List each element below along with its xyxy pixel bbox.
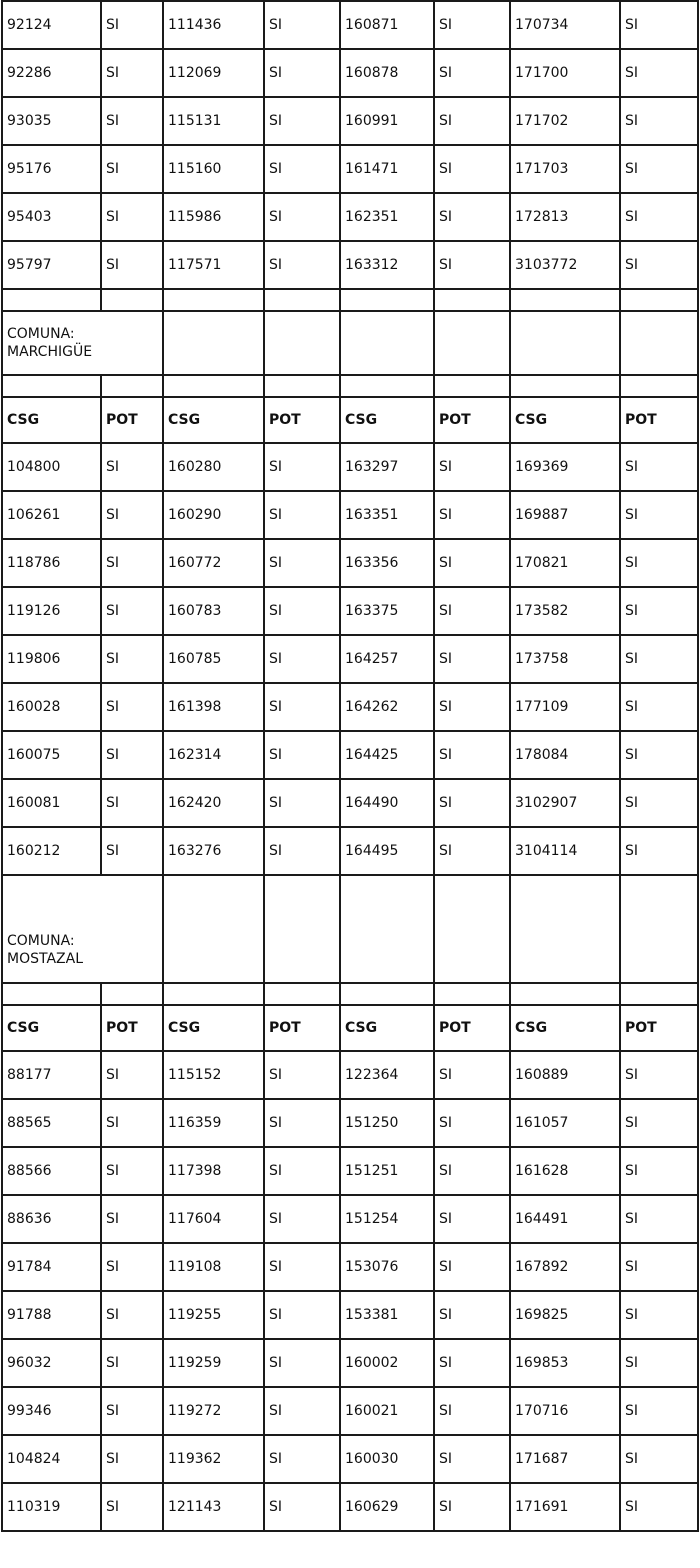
table-row [2, 827, 698, 875]
pot-cell: SI [264, 1195, 340, 1243]
pot-cell: SI [264, 97, 340, 145]
pot-cell: SI [101, 1483, 163, 1531]
commune-row [2, 875, 698, 983]
csg-cell: 160629 [340, 1483, 434, 1531]
pot-cell: SI [620, 587, 698, 635]
empty-cell [510, 875, 620, 983]
csg-cell: 171702 [510, 97, 620, 145]
empty-cell [620, 311, 698, 375]
csg-cell: 119126 [2, 587, 101, 635]
pot-header: POT [264, 1005, 340, 1051]
csg-header: CSG [510, 397, 620, 443]
pot-cell: SI [101, 587, 163, 635]
pot-cell: SI [101, 539, 163, 587]
pot-cell: SI [620, 1147, 698, 1195]
csg-cell: 151251 [340, 1147, 434, 1195]
csg-cell: 162420 [163, 779, 264, 827]
spacer-cell [510, 289, 620, 311]
spacer-cell [340, 289, 434, 311]
csg-header: CSG [510, 1005, 620, 1051]
pot-cell: SI [264, 1339, 340, 1387]
pot-cell: SI [101, 683, 163, 731]
csg-cell: 119108 [163, 1243, 264, 1291]
table-row [2, 491, 698, 539]
pot-cell: SI [101, 1195, 163, 1243]
empty-cell [264, 311, 340, 375]
csg-cell: 151254 [340, 1195, 434, 1243]
empty-cell [264, 875, 340, 983]
pot-cell: SI [620, 1291, 698, 1339]
csg-cell: 167892 [510, 1243, 620, 1291]
pot-cell: SI [264, 1, 340, 49]
csg-cell: 3104114 [510, 827, 620, 875]
csg-cell: 170821 [510, 539, 620, 587]
pot-cell: SI [434, 491, 510, 539]
pot-cell: SI [620, 145, 698, 193]
pot-cell: SI [101, 97, 163, 145]
csg-header: CSG [163, 1005, 264, 1051]
csg-cell: 163375 [340, 587, 434, 635]
pot-header: POT [620, 397, 698, 443]
pot-cell: SI [264, 635, 340, 683]
csg-cell: 117571 [163, 241, 264, 289]
pot-cell: SI [434, 1435, 510, 1483]
spacer-cell [620, 289, 698, 311]
pot-cell: SI [434, 539, 510, 587]
pot-cell: SI [264, 1387, 340, 1435]
pot-cell: SI [264, 1051, 340, 1099]
pot-cell: SI [434, 1339, 510, 1387]
commune-name: MOSTAZAL [7, 951, 83, 967]
table-row [2, 1, 698, 49]
spacer-cell [340, 375, 434, 397]
pot-cell: SI [101, 1387, 163, 1435]
csg-cell: 3102907 [510, 779, 620, 827]
table-row [2, 779, 698, 827]
csg-cell: 96032 [2, 1339, 101, 1387]
csg-cell: 171687 [510, 1435, 620, 1483]
table-row [2, 635, 698, 683]
pot-cell: SI [264, 491, 340, 539]
csg-cell: 172813 [510, 193, 620, 241]
pot-cell: SI [434, 1195, 510, 1243]
empty-cell [340, 875, 434, 983]
csg-cell: 92124 [2, 1, 101, 49]
table-row [2, 1483, 698, 1531]
spacer-row [2, 289, 698, 311]
table-row [2, 587, 698, 635]
pot-cell: SI [434, 1291, 510, 1339]
table-row [2, 49, 698, 97]
csg-cell: 160075 [2, 731, 101, 779]
pot-header: POT [101, 1005, 163, 1051]
pot-cell: SI [434, 241, 510, 289]
pot-cell: SI [620, 1, 698, 49]
csg-cell: 95176 [2, 145, 101, 193]
pot-cell: SI [101, 443, 163, 491]
csg-cell: 164257 [340, 635, 434, 683]
pot-cell: SI [620, 779, 698, 827]
header-row [2, 1005, 698, 1051]
csg-cell: 160212 [2, 827, 101, 875]
empty-cell [340, 311, 434, 375]
csg-cell: 163312 [340, 241, 434, 289]
csg-pot-table [1, 0, 699, 1532]
table-row [2, 1291, 698, 1339]
csg-cell: 99346 [2, 1387, 101, 1435]
csg-cell: 178084 [510, 731, 620, 779]
csg-cell: 121143 [163, 1483, 264, 1531]
pot-cell: SI [620, 97, 698, 145]
pot-cell: SI [264, 1291, 340, 1339]
pot-cell: SI [434, 49, 510, 97]
commune-label [2, 875, 163, 983]
spacer-cell [163, 983, 264, 1005]
csg-cell: 171691 [510, 1483, 620, 1531]
table-row [2, 1147, 698, 1195]
pot-cell: SI [620, 539, 698, 587]
pot-cell: SI [101, 193, 163, 241]
csg-cell: 153076 [340, 1243, 434, 1291]
csg-cell: 161057 [510, 1099, 620, 1147]
pot-cell: SI [434, 635, 510, 683]
csg-cell: 163351 [340, 491, 434, 539]
csg-cell: 160889 [510, 1051, 620, 1099]
csg-cell: 88177 [2, 1051, 101, 1099]
pot-cell: SI [264, 1099, 340, 1147]
pot-cell: SI [620, 1339, 698, 1387]
table-row [2, 1099, 698, 1147]
pot-cell: SI [101, 1147, 163, 1195]
pot-header: POT [434, 1005, 510, 1051]
pot-cell: SI [264, 1435, 340, 1483]
csg-header: CSG [2, 397, 101, 443]
csg-cell: 92286 [2, 49, 101, 97]
csg-cell: 160871 [340, 1, 434, 49]
csg-cell: 111436 [163, 1, 264, 49]
pot-cell: SI [620, 1483, 698, 1531]
table-row [2, 1435, 698, 1483]
csg-cell: 116359 [163, 1099, 264, 1147]
csg-header: CSG [340, 1005, 434, 1051]
pot-cell: SI [620, 635, 698, 683]
commune-name: MARCHIGÜE [7, 344, 93, 360]
pot-cell: SI [620, 731, 698, 779]
pot-cell: SI [264, 1483, 340, 1531]
empty-cell [510, 311, 620, 375]
spacer-cell [434, 375, 510, 397]
csg-cell: 104824 [2, 1435, 101, 1483]
csg-cell: 153381 [340, 1291, 434, 1339]
csg-cell: 160878 [340, 49, 434, 97]
csg-cell: 88566 [2, 1147, 101, 1195]
csg-cell: 93035 [2, 97, 101, 145]
spacer-row [2, 375, 698, 397]
csg-cell: 3103772 [510, 241, 620, 289]
pot-cell: SI [434, 193, 510, 241]
commune-row [2, 311, 698, 375]
table-row [2, 1243, 698, 1291]
pot-cell: SI [434, 1099, 510, 1147]
pot-cell: SI [434, 587, 510, 635]
pot-cell: SI [620, 241, 698, 289]
pot-cell: SI [434, 683, 510, 731]
pot-cell: SI [264, 193, 340, 241]
csg-cell: 115131 [163, 97, 264, 145]
pot-cell: SI [264, 587, 340, 635]
csg-cell: 160021 [340, 1387, 434, 1435]
pot-cell: SI [264, 49, 340, 97]
pot-cell: SI [264, 1243, 340, 1291]
pot-cell: SI [620, 683, 698, 731]
pot-cell: SI [101, 241, 163, 289]
pot-cell: SI [620, 1243, 698, 1291]
csg-cell: 163356 [340, 539, 434, 587]
csg-header: CSG [2, 1005, 101, 1051]
pot-cell: SI [264, 1147, 340, 1195]
pot-cell: SI [101, 1243, 163, 1291]
spacer-cell [264, 289, 340, 311]
pot-cell: SI [620, 1051, 698, 1099]
commune-prefix: COMUNA: [7, 326, 75, 342]
csg-cell: 162314 [163, 731, 264, 779]
pot-cell: SI [101, 1435, 163, 1483]
csg-cell: 169825 [510, 1291, 620, 1339]
pot-cell: SI [620, 1435, 698, 1483]
csg-cell: 164491 [510, 1195, 620, 1243]
csg-cell: 164495 [340, 827, 434, 875]
spacer-cell [2, 375, 101, 397]
pot-cell: SI [264, 779, 340, 827]
spacer-cell [101, 983, 163, 1005]
csg-cell: 169853 [510, 1339, 620, 1387]
csg-cell: 171703 [510, 145, 620, 193]
pot-cell: SI [434, 145, 510, 193]
pot-cell: SI [101, 731, 163, 779]
pot-cell: SI [264, 683, 340, 731]
table-row [2, 97, 698, 145]
table-row [2, 683, 698, 731]
csg-cell: 122364 [340, 1051, 434, 1099]
csg-cell: 162351 [340, 193, 434, 241]
csg-cell: 104800 [2, 443, 101, 491]
spacer-cell [434, 983, 510, 1005]
pot-cell: SI [101, 635, 163, 683]
csg-cell: 160772 [163, 539, 264, 587]
csg-cell: 112069 [163, 49, 264, 97]
table-row [2, 539, 698, 587]
pot-cell: SI [264, 539, 340, 587]
table-row [2, 1051, 698, 1099]
csg-cell: 173582 [510, 587, 620, 635]
pot-cell: SI [620, 443, 698, 491]
spacer-cell [163, 375, 264, 397]
spacer-cell [2, 983, 101, 1005]
pot-cell: SI [264, 827, 340, 875]
spacer-cell [101, 375, 163, 397]
pot-cell: SI [101, 49, 163, 97]
csg-cell: 160081 [2, 779, 101, 827]
pot-cell: SI [620, 1387, 698, 1435]
pot-cell: SI [620, 1195, 698, 1243]
pot-cell: SI [434, 1243, 510, 1291]
pot-cell: SI [620, 1099, 698, 1147]
csg-cell: 119255 [163, 1291, 264, 1339]
empty-cell [434, 875, 510, 983]
csg-cell: 88565 [2, 1099, 101, 1147]
empty-cell [163, 875, 264, 983]
csg-cell: 95403 [2, 193, 101, 241]
csg-cell: 160290 [163, 491, 264, 539]
csg-cell: 164425 [340, 731, 434, 779]
pot-cell: SI [434, 1483, 510, 1531]
pot-cell: SI [101, 779, 163, 827]
csg-cell: 115152 [163, 1051, 264, 1099]
csg-cell: 151250 [340, 1099, 434, 1147]
spacer-cell [434, 289, 510, 311]
spacer-cell [2, 289, 101, 311]
spacer-cell [620, 983, 698, 1005]
csg-cell: 117604 [163, 1195, 264, 1243]
csg-cell: 163297 [340, 443, 434, 491]
table-row [2, 241, 698, 289]
csg-cell: 170716 [510, 1387, 620, 1435]
csg-cell: 173758 [510, 635, 620, 683]
csg-cell: 91784 [2, 1243, 101, 1291]
pot-cell: SI [101, 145, 163, 193]
csg-header: CSG [163, 397, 264, 443]
pot-cell: SI [620, 491, 698, 539]
csg-cell: 160028 [2, 683, 101, 731]
spacer-cell [163, 289, 264, 311]
csg-cell: 161628 [510, 1147, 620, 1195]
csg-cell: 160280 [163, 443, 264, 491]
pot-cell: SI [101, 1291, 163, 1339]
csg-cell: 164490 [340, 779, 434, 827]
pot-cell: SI [620, 827, 698, 875]
csg-cell: 164262 [340, 683, 434, 731]
csg-cell: 119806 [2, 635, 101, 683]
csg-cell: 161471 [340, 145, 434, 193]
csg-cell: 169887 [510, 491, 620, 539]
pot-cell: SI [264, 145, 340, 193]
spacer-cell [101, 289, 163, 311]
spacer-cell [620, 375, 698, 397]
pot-cell: SI [101, 1, 163, 49]
csg-cell: 163276 [163, 827, 264, 875]
csg-cell: 110319 [2, 1483, 101, 1531]
csg-cell: 177109 [510, 683, 620, 731]
csg-cell: 161398 [163, 683, 264, 731]
pot-cell: SI [264, 443, 340, 491]
csg-cell: 119259 [163, 1339, 264, 1387]
csg-cell: 88636 [2, 1195, 101, 1243]
pot-cell: SI [434, 1, 510, 49]
pot-cell: SI [264, 241, 340, 289]
pot-header: POT [620, 1005, 698, 1051]
table-row [2, 193, 698, 241]
csg-cell: 160785 [163, 635, 264, 683]
csg-cell: 160002 [340, 1339, 434, 1387]
table-row [2, 1387, 698, 1435]
empty-cell [163, 311, 264, 375]
commune-prefix: COMUNA: [7, 933, 75, 949]
pot-header: POT [264, 397, 340, 443]
csg-cell: 95797 [2, 241, 101, 289]
pot-cell: SI [434, 443, 510, 491]
table-row [2, 1195, 698, 1243]
commune-label [2, 311, 163, 375]
csg-cell: 115986 [163, 193, 264, 241]
pot-cell: SI [101, 827, 163, 875]
table-row [2, 145, 698, 193]
spacer-cell [264, 983, 340, 1005]
spacer-row [2, 983, 698, 1005]
csg-cell: 171700 [510, 49, 620, 97]
pot-header: POT [101, 397, 163, 443]
csg-cell: 118786 [2, 539, 101, 587]
header-row [2, 397, 698, 443]
csg-cell: 169369 [510, 443, 620, 491]
pot-cell: SI [101, 491, 163, 539]
pot-cell: SI [434, 779, 510, 827]
table-row [2, 731, 698, 779]
pot-cell: SI [434, 731, 510, 779]
empty-cell [434, 311, 510, 375]
pot-cell: SI [101, 1339, 163, 1387]
csg-cell: 119362 [163, 1435, 264, 1483]
csg-cell: 91788 [2, 1291, 101, 1339]
spacer-cell [510, 983, 620, 1005]
csg-cell: 160030 [340, 1435, 434, 1483]
spacer-cell [510, 375, 620, 397]
csg-cell: 170734 [510, 1, 620, 49]
csg-header: CSG [340, 397, 434, 443]
pot-cell: SI [101, 1099, 163, 1147]
table-row [2, 1339, 698, 1387]
spacer-cell [264, 375, 340, 397]
pot-cell: SI [620, 193, 698, 241]
table-row [2, 443, 698, 491]
pot-cell: SI [620, 49, 698, 97]
pot-cell: SI [434, 1387, 510, 1435]
csg-cell: 117398 [163, 1147, 264, 1195]
csg-cell: 106261 [2, 491, 101, 539]
pot-header: POT [434, 397, 510, 443]
pot-cell: SI [264, 731, 340, 779]
pot-cell: SI [434, 1147, 510, 1195]
csg-cell: 119272 [163, 1387, 264, 1435]
spacer-cell [340, 983, 434, 1005]
csg-cell: 160991 [340, 97, 434, 145]
empty-cell [620, 875, 698, 983]
csg-cell: 115160 [163, 145, 264, 193]
pot-cell: SI [434, 827, 510, 875]
pot-cell: SI [434, 1051, 510, 1099]
csg-cell: 160783 [163, 587, 264, 635]
pot-cell: SI [434, 97, 510, 145]
pot-cell: SI [101, 1051, 163, 1099]
